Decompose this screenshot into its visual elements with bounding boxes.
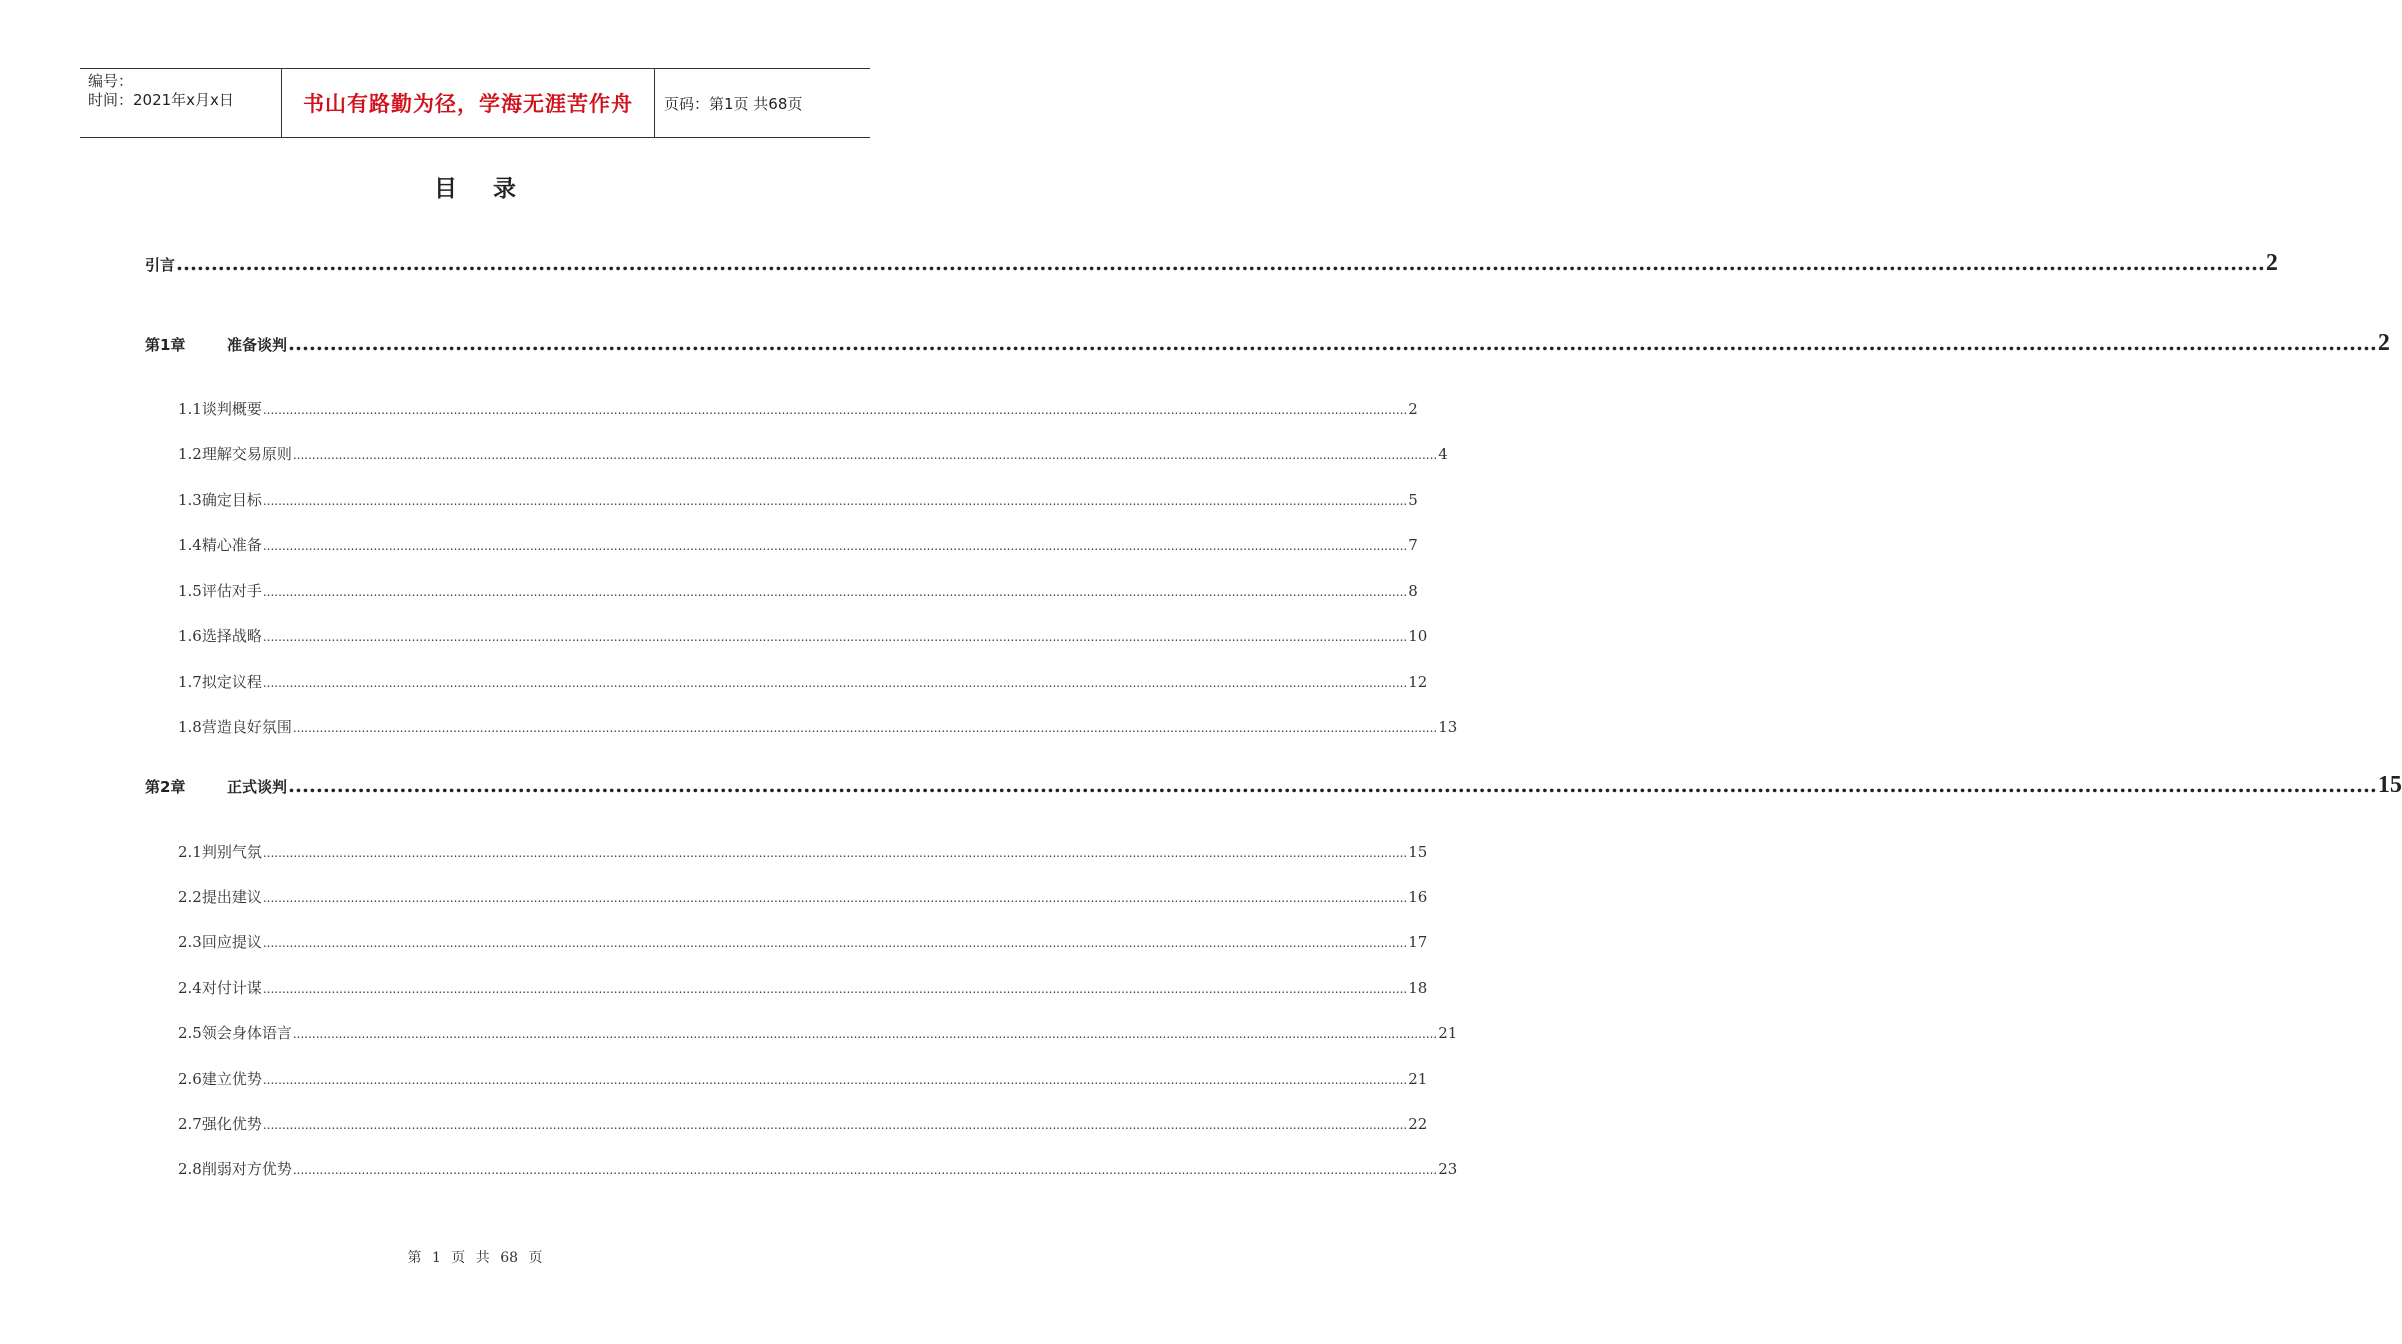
toc-page-number: 2 (2265, 250, 2278, 276)
toc-title: 目录 (434, 176, 552, 202)
toc-entry-title: 1.6选择战略 (178, 627, 262, 645)
toc-page-number: 17 (1408, 933, 1428, 951)
toc-entry-title: 2.5领会身体语言 (178, 1024, 292, 1042)
toc-leader-dots: ............................................................................................................................................................................................................................................................................................................ (262, 936, 1408, 950)
toc-entry[interactable] (178, 931, 1428, 952)
toc-entry-title: 1.7拟定议程 (178, 673, 262, 691)
toc-entry[interactable] (178, 580, 1418, 601)
toc-page-number: 21 (1438, 1024, 1458, 1042)
toc-entry[interactable] (178, 625, 1428, 646)
toc-entry[interactable] (178, 1022, 1458, 1043)
toc-entry-label (178, 841, 262, 862)
toc-entry-title: 2.1判别气氛 (178, 843, 262, 861)
toc-entry-title: 正式谈判 (227, 778, 288, 796)
toc-entry[interactable] (178, 534, 1418, 555)
toc-leader-dots: ............................................................................................................................................................................................................................................................................................................ (292, 448, 1438, 462)
toc-chapter-number: 第1章 (145, 336, 186, 354)
toc-page-number: 15 (1408, 843, 1428, 861)
toc-entry-title: 2.2提出建议 (178, 888, 262, 906)
toc-page-number: 8 (1408, 582, 1418, 600)
toc-leader-dots: ............................................................................................................................................................................................................................................................................................................ (292, 1027, 1438, 1041)
toc-page-number: 18 (1408, 979, 1428, 997)
toc-page-number: 22 (1408, 1115, 1428, 1133)
toc-page-number: 15 (2377, 772, 2402, 798)
toc-entry-title: 1.3确定目标 (178, 491, 262, 509)
toc-page-number: 16 (1408, 888, 1428, 906)
toc-entry-label (145, 334, 287, 355)
toc-page-number: 5 (1408, 491, 1418, 509)
toc-leader-dots: ............................................................................................................................................................................................................................................................................................................ (262, 494, 1408, 508)
toc-entry-label (178, 671, 262, 692)
toc-entry-label (178, 977, 262, 998)
toc-leader-dots: ............................................................................................................................................................................................................................................................................................................ (262, 539, 1408, 553)
toc-entry-label (145, 254, 175, 275)
toc-leader-dots: ............................................................................................................................................................................................................................................................................................................ (262, 1118, 1408, 1132)
toc-leader-dots: ............................................................................................................................................................................................................................................................................................................ (262, 676, 1408, 690)
toc-entry[interactable] (178, 398, 1418, 419)
toc-entry-label (178, 716, 292, 737)
toc-leader-dots: ............................................................................................................................................................................................................................................................................................................ (262, 982, 1408, 996)
toc-entry-label (178, 1068, 262, 1089)
toc-leader-dots: ............................................................................................................................................................................................................................................................................................................ (292, 721, 1438, 735)
toc-leader-dots: ............................................................................................................................................................................................................................................................................................................ (262, 1073, 1408, 1087)
toc-entry-title: 1.1谈判概要 (178, 400, 262, 418)
toc-entry[interactable] (145, 330, 2390, 357)
toc-entry-title: 1.8营造良好氛围 (178, 718, 292, 736)
toc-page-number: 12 (1408, 673, 1428, 691)
toc-entry-title: 2.7强化优势 (178, 1115, 262, 1133)
toc-entry-label (178, 489, 262, 510)
toc-page-number: 7 (1408, 536, 1418, 554)
toc-entry[interactable] (178, 977, 1428, 998)
toc-entry-title: 2.3回应提议 (178, 933, 262, 951)
header-page-info: 页码：第1页 共68页 (664, 94, 803, 113)
toc-entry-title: 准备谈判 (227, 336, 288, 354)
toc-page-number: 2 (1408, 400, 1418, 418)
page-footer: 第 1 页 共 68 页 (407, 1250, 543, 1266)
toc-entry[interactable] (178, 886, 1428, 907)
toc-entry-label (178, 625, 262, 646)
toc-entry[interactable] (178, 489, 1418, 510)
toc-entry[interactable] (178, 1158, 1458, 1179)
toc-entry-title: 1.2理解交易原则 (178, 445, 292, 463)
toc-page-number: 2 (2377, 330, 2390, 356)
toc-leader-dots: ............................................................................................................................................................................................................................................................................................................ (262, 403, 1408, 417)
toc-entry[interactable] (178, 716, 1458, 737)
toc-entry[interactable] (145, 772, 2402, 799)
toc-entry-label (178, 1113, 262, 1134)
toc-entry[interactable] (178, 841, 1428, 862)
toc-entry-label (178, 931, 262, 952)
toc-entry-title: 2.4对付计谋 (178, 979, 262, 997)
toc-page-number: 13 (1438, 718, 1458, 736)
toc-leader-dots: ............................................................................................................................................................................................................................................................................................................ (262, 846, 1408, 860)
toc-entry-label (178, 580, 262, 601)
toc-entry[interactable] (178, 671, 1428, 692)
toc-leader-dots: ............................................................................................................................................................................................................................................................................................................ (176, 251, 2265, 275)
toc-entry[interactable] (178, 1113, 1428, 1134)
toc-leader-dots: ............................................................................................................................................................................................................................................................................................................ (288, 331, 2377, 355)
toc-leader-dots: ............................................................................................................................................................................................................................................................................................................ (292, 1163, 1438, 1177)
toc-entry[interactable] (145, 250, 2278, 277)
toc-entry-title: 2.6建立优势 (178, 1070, 262, 1088)
toc-entry-label (178, 886, 262, 907)
toc-leader-dots: ............................................................................................................................................................................................................................................................................................................ (262, 630, 1408, 644)
toc-page-number: 10 (1408, 627, 1428, 645)
toc-leader-dots: ............................................................................................................................................................................................................................................................................................................ (288, 773, 2377, 797)
toc-entry-title: 2.8削弱对方优势 (178, 1160, 292, 1178)
document-number-label: 编号： (88, 72, 134, 90)
toc-entry-title: 1.4精心准备 (178, 536, 262, 554)
toc-entry-label (178, 534, 262, 555)
toc-page-number: 4 (1438, 445, 1448, 463)
toc-page-number: 21 (1408, 1070, 1428, 1088)
toc-leader-dots: ............................................................................................................................................................................................................................................................................................................ (262, 891, 1408, 905)
toc-page-number: 23 (1438, 1160, 1458, 1178)
toc-entry-title: 1.5评估对手 (178, 582, 262, 600)
document-time-label: 时间：2021年x月x日 (88, 91, 234, 109)
toc-entry-label (178, 1158, 292, 1179)
toc-leader-dots: ............................................................................................................................................................................................................................................................................................................ (262, 585, 1408, 599)
toc-entry-label (178, 443, 292, 464)
toc-entry-title: 引言 (145, 256, 176, 274)
header-motto: 书山有路勤为径，学海无涯苦作舟 (282, 69, 655, 137)
toc-entry[interactable] (178, 443, 1448, 464)
toc-chapter-number: 第2章 (145, 778, 186, 796)
toc-entry-label (145, 776, 287, 797)
toc-entry-label (178, 398, 262, 419)
toc-entry[interactable] (178, 1068, 1428, 1089)
toc-entry-label (178, 1022, 292, 1043)
